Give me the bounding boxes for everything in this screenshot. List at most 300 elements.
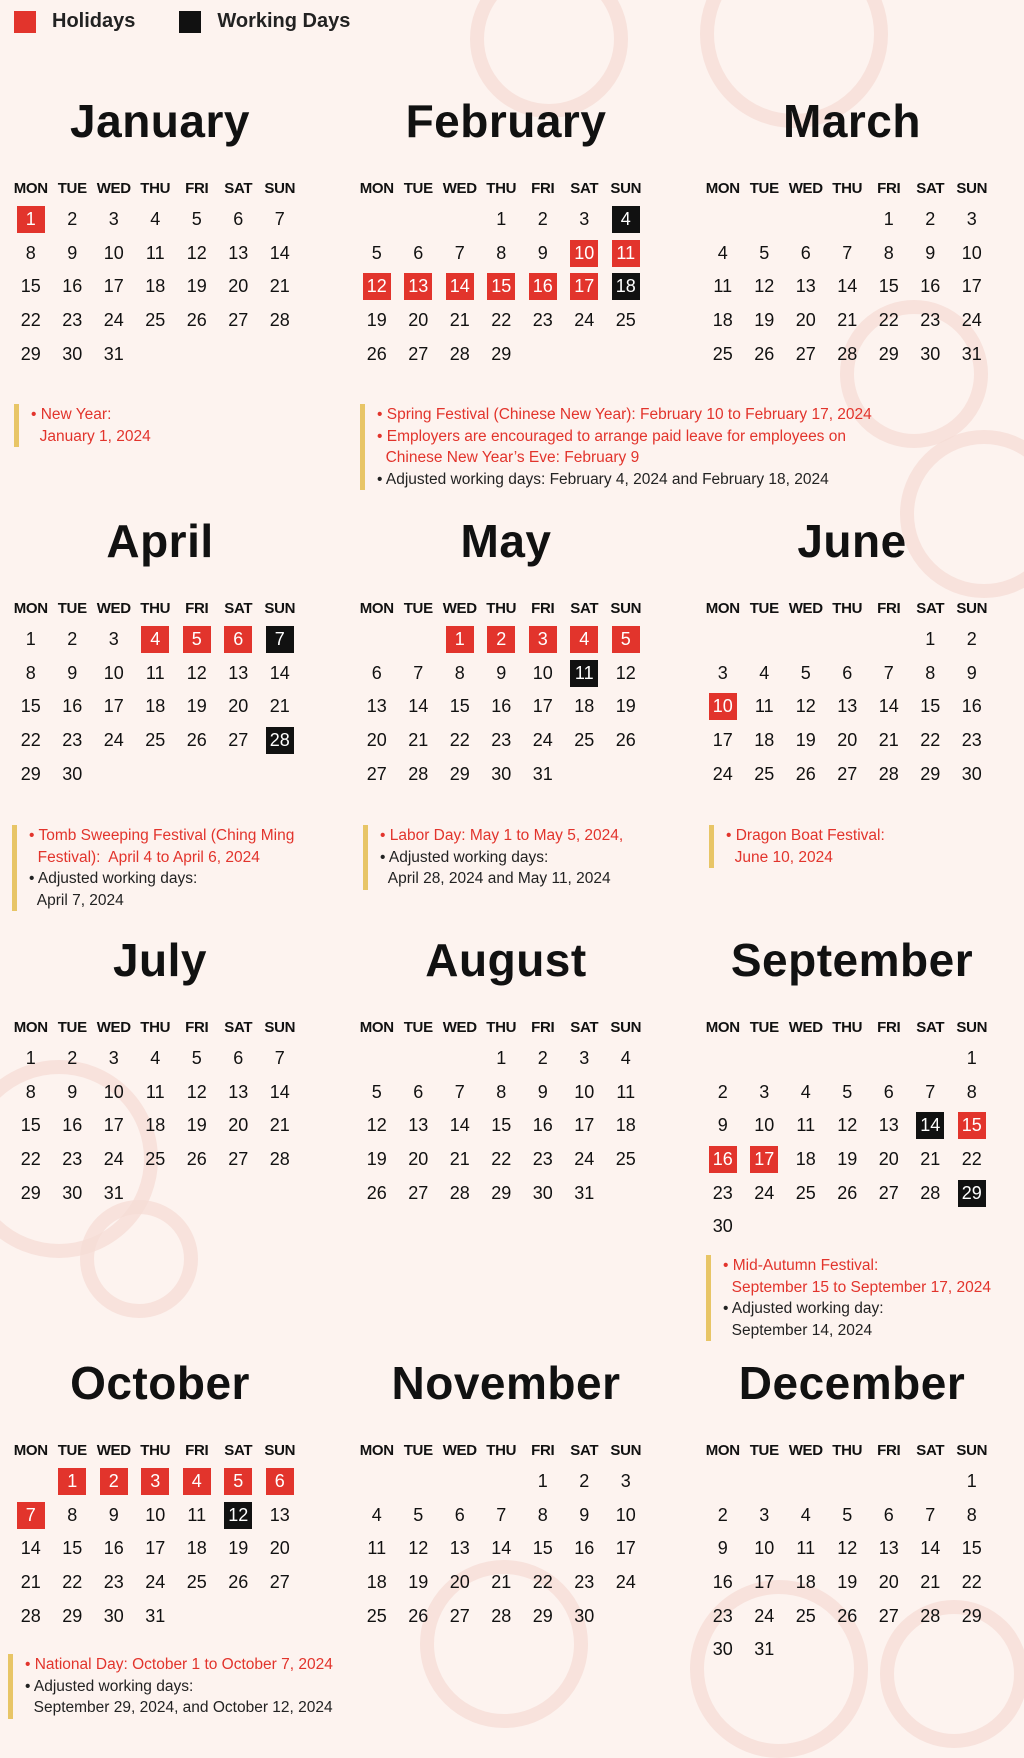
day-number: 18 <box>186 1538 207 1559</box>
day-cell <box>951 1566 993 1600</box>
note-line: • Employers are encouraged to arrange paid leave for employees on <box>377 427 846 445</box>
weekday-label: SUN <box>264 180 296 197</box>
day-cell <box>259 1566 301 1600</box>
holiday-day-cell <box>10 1499 52 1533</box>
day-cell <box>564 1599 606 1633</box>
month-november <box>356 1350 656 1633</box>
day-number: 27 <box>366 763 387 784</box>
day-cell <box>135 1599 177 1633</box>
day-number: 9 <box>925 242 936 263</box>
weekday-header <box>356 1019 656 1036</box>
day-cell <box>398 237 440 271</box>
day-cell <box>702 1566 744 1600</box>
day-number: 21 <box>491 1572 512 1593</box>
day-number: 17 <box>574 1115 595 1136</box>
day-number: 7 <box>883 662 894 683</box>
day-cell <box>10 690 52 724</box>
day-number: 25 <box>186 1572 207 1593</box>
day-cell <box>744 724 786 758</box>
day-number: 2 <box>966 629 977 650</box>
day-cell <box>218 1532 260 1566</box>
note-line: • Adjusted working days: <box>29 870 198 887</box>
day-number: 18 <box>795 1572 816 1593</box>
day-cell <box>702 1076 744 1110</box>
day-cell <box>176 690 218 724</box>
weekday-label: SUN <box>956 600 988 617</box>
holiday-day-cell <box>135 623 177 657</box>
empty-day-cell <box>827 203 869 237</box>
month-april <box>10 508 310 791</box>
day-number: 16 <box>62 696 83 717</box>
holiday-day-cell <box>564 270 606 304</box>
empty-day-cell <box>910 1042 952 1076</box>
day-number: 11 <box>367 1538 387 1559</box>
day-cell <box>910 724 952 758</box>
weekday-header <box>356 600 656 617</box>
days-grid <box>356 623 656 791</box>
day-number: 5 <box>191 209 202 230</box>
note-line: April 7, 2024 <box>29 891 124 909</box>
day-number: 23 <box>491 730 512 751</box>
day-cell <box>868 1143 910 1177</box>
day-cell <box>176 1076 218 1110</box>
month-march <box>702 88 1002 371</box>
weekday-label: FRI <box>185 1442 209 1459</box>
day-cell <box>868 1532 910 1566</box>
day-number: 7 <box>496 1504 507 1525</box>
day-number: 1 <box>966 1048 977 1069</box>
day-cell <box>785 724 827 758</box>
day-number: 27 <box>408 343 429 364</box>
day-number: 23 <box>574 1572 595 1593</box>
day-number: 27 <box>269 1572 290 1593</box>
day-cell <box>868 1499 910 1533</box>
day-number: 4 <box>150 1048 161 1069</box>
day-number: 21 <box>408 730 429 751</box>
day-cell <box>868 1599 910 1633</box>
weekday-label: WED <box>788 1019 823 1036</box>
day-number: 5 <box>612 626 640 653</box>
day-number: 12 <box>186 662 207 683</box>
day-number: 7 <box>266 626 294 653</box>
day-cell <box>259 304 301 338</box>
day-number: 13 <box>408 1115 429 1136</box>
day-cell <box>52 657 94 691</box>
day-number: 16 <box>62 276 83 297</box>
day-cell <box>218 203 260 237</box>
day-cell <box>398 690 440 724</box>
holiday-day-cell <box>481 623 523 657</box>
day-cell <box>868 237 910 271</box>
day-cell <box>398 1566 440 1600</box>
day-cell <box>564 1499 606 1533</box>
day-number: 28 <box>266 727 294 754</box>
day-number: 13 <box>404 273 432 300</box>
weekday-header <box>702 1019 1002 1036</box>
day-number: 13 <box>228 662 249 683</box>
day-cell <box>827 1076 869 1110</box>
day-number: 26 <box>186 310 207 331</box>
weekday-label: WED <box>442 1019 477 1036</box>
month-may <box>356 508 656 791</box>
weekday-label: TUE <box>749 1442 779 1459</box>
weekday-label: TUE <box>57 1019 87 1036</box>
note-line: Festival): April 4 to April 6, 2024 <box>29 848 260 866</box>
day-number: 7 <box>274 1048 285 1069</box>
day-cell <box>910 203 952 237</box>
day-cell <box>702 1499 744 1533</box>
day-cell <box>522 1042 564 1076</box>
day-number: 25 <box>795 1605 816 1626</box>
day-number: 17 <box>570 273 598 300</box>
day-cell <box>218 724 260 758</box>
day-number: 15 <box>62 1538 83 1559</box>
day-number: 27 <box>878 1605 899 1626</box>
day-cell <box>481 1042 523 1076</box>
day-number: 18 <box>145 1115 166 1136</box>
day-number: 10 <box>532 662 553 683</box>
day-cell <box>439 304 481 338</box>
empty-day-cell <box>868 1042 910 1076</box>
days-grid <box>10 1042 310 1210</box>
day-cell <box>827 1176 869 1210</box>
day-number: 18 <box>754 730 775 751</box>
day-cell <box>951 1532 993 1566</box>
day-number: 20 <box>837 730 858 751</box>
working-day-swatch-icon <box>179 11 201 33</box>
day-number: 20 <box>449 1572 470 1593</box>
day-number: 10 <box>570 240 598 267</box>
weekday-label: THU <box>832 1442 863 1459</box>
month-title: October <box>70 1357 250 1409</box>
day-cell <box>564 1076 606 1110</box>
empty-day-cell <box>785 623 827 657</box>
day-number: 14 <box>878 696 899 717</box>
weekday-label: THU <box>486 1019 517 1036</box>
day-cell <box>93 1042 135 1076</box>
day-number: 19 <box>615 696 636 717</box>
holiday-day-cell <box>702 690 744 724</box>
day-cell <box>10 1042 52 1076</box>
day-cell <box>481 304 523 338</box>
day-number: 22 <box>20 1149 41 1170</box>
empty-day-cell <box>868 1465 910 1499</box>
day-cell <box>785 1076 827 1110</box>
day-cell <box>785 757 827 791</box>
day-number: 6 <box>371 662 382 683</box>
day-cell <box>522 1532 564 1566</box>
days-grid <box>356 1465 656 1633</box>
day-number: 12 <box>837 1115 858 1136</box>
day-number: 31 <box>103 343 124 364</box>
day-cell <box>52 304 94 338</box>
day-cell <box>439 1599 481 1633</box>
day-number: 30 <box>62 1182 83 1203</box>
day-cell <box>176 1532 218 1566</box>
day-cell <box>259 690 301 724</box>
day-number: 8 <box>496 1081 507 1102</box>
day-cell <box>522 1143 564 1177</box>
weekday-header <box>10 1442 310 1459</box>
day-cell <box>398 337 440 371</box>
day-cell <box>951 657 993 691</box>
day-number: 8 <box>883 242 894 263</box>
day-cell <box>564 1532 606 1566</box>
day-cell <box>10 337 52 371</box>
day-cell <box>522 724 564 758</box>
day-number: 7 <box>925 1081 936 1102</box>
day-number: 10 <box>709 693 737 720</box>
day-number: 4 <box>620 1048 631 1069</box>
day-number: 21 <box>449 310 470 331</box>
empty-day-cell <box>398 623 440 657</box>
day-cell <box>827 270 869 304</box>
day-number: 17 <box>103 1115 124 1136</box>
day-cell <box>564 203 606 237</box>
day-cell <box>176 237 218 271</box>
day-cell <box>10 724 52 758</box>
weekday-label: TUE <box>749 1019 779 1036</box>
day-number: 20 <box>366 730 387 751</box>
month-july <box>10 927 310 1210</box>
day-cell <box>910 657 952 691</box>
day-cell <box>135 1042 177 1076</box>
day-cell <box>52 1499 94 1533</box>
day-cell <box>439 757 481 791</box>
day-number: 26 <box>615 730 636 751</box>
day-number: 5 <box>371 1081 382 1102</box>
day-cell <box>605 724 647 758</box>
weekday-label: FRI <box>877 1442 901 1459</box>
day-cell <box>522 1076 564 1110</box>
day-number: 20 <box>878 1149 899 1170</box>
day-number: 14 <box>269 1081 290 1102</box>
month-june <box>702 508 1002 791</box>
day-cell <box>827 724 869 758</box>
day-number: 14 <box>916 1112 944 1139</box>
holiday-day-cell <box>564 623 606 657</box>
day-number: 26 <box>366 1182 387 1203</box>
weekday-label: SUN <box>610 1019 642 1036</box>
day-number: 27 <box>228 730 249 751</box>
day-number: 13 <box>878 1538 899 1559</box>
empty-day-cell <box>827 623 869 657</box>
day-number: 30 <box>574 1605 595 1626</box>
day-number: 4 <box>759 662 770 683</box>
day-cell <box>702 1532 744 1566</box>
background-swirl <box>80 1200 198 1318</box>
day-number: 26 <box>186 1149 207 1170</box>
day-number: 14 <box>408 696 429 717</box>
day-cell <box>951 1599 993 1633</box>
day-cell <box>176 1499 218 1533</box>
day-number: 26 <box>795 763 816 784</box>
day-cell <box>744 657 786 691</box>
day-cell <box>135 1109 177 1143</box>
day-cell <box>439 1076 481 1110</box>
day-cell <box>93 1499 135 1533</box>
month-title: November <box>391 1357 621 1409</box>
holiday-swatch-icon <box>14 11 36 33</box>
day-cell <box>52 270 94 304</box>
weekday-header <box>702 600 1002 617</box>
empty-day-cell <box>439 1042 481 1076</box>
weekday-label: THU <box>486 1442 517 1459</box>
day-number: 5 <box>191 1048 202 1069</box>
weekday-label: SUN <box>956 1442 988 1459</box>
day-cell <box>522 757 564 791</box>
day-cell <box>356 1076 398 1110</box>
day-number: 30 <box>62 763 83 784</box>
weekday-label: SAT <box>224 1019 253 1036</box>
day-cell <box>93 1532 135 1566</box>
working-day-cell <box>910 1109 952 1143</box>
day-number: 25 <box>145 1149 166 1170</box>
holiday-day-cell <box>218 623 260 657</box>
day-number: 14 <box>20 1538 41 1559</box>
day-cell <box>176 724 218 758</box>
day-number: 14 <box>269 662 290 683</box>
weekday-label: THU <box>486 600 517 617</box>
day-number: 27 <box>228 1149 249 1170</box>
day-cell <box>259 237 301 271</box>
day-number: 30 <box>62 343 83 364</box>
day-number: 15 <box>920 696 941 717</box>
weekday-label: FRI <box>531 600 555 617</box>
day-number: 29 <box>20 763 41 784</box>
day-cell <box>52 1143 94 1177</box>
day-number: 29 <box>920 763 941 784</box>
day-cell <box>135 1076 177 1110</box>
day-cell <box>951 690 993 724</box>
day-cell <box>356 690 398 724</box>
day-cell <box>702 1210 744 1244</box>
day-cell <box>827 1143 869 1177</box>
day-cell <box>951 1076 993 1110</box>
day-number: 18 <box>145 696 166 717</box>
day-cell <box>564 304 606 338</box>
day-number: 24 <box>574 1149 595 1170</box>
day-cell <box>951 203 993 237</box>
day-number: 29 <box>878 343 899 364</box>
weekday-label: MON <box>13 180 48 197</box>
weekday-label: TUE <box>403 180 433 197</box>
day-number: 13 <box>366 696 387 717</box>
day-cell <box>52 203 94 237</box>
empty-day-cell <box>356 203 398 237</box>
day-number: 11 <box>145 1081 165 1102</box>
day-cell <box>951 237 993 271</box>
day-cell <box>439 337 481 371</box>
day-cell <box>702 657 744 691</box>
month-title: June <box>797 515 907 567</box>
day-number: 18 <box>366 1572 387 1593</box>
day-cell <box>218 657 260 691</box>
weekday-label: SAT <box>570 1019 599 1036</box>
day-number: 19 <box>754 310 775 331</box>
day-cell <box>951 1042 993 1076</box>
day-number: 1 <box>537 1471 548 1492</box>
day-number: 9 <box>108 1504 119 1525</box>
holiday-day-cell <box>605 237 647 271</box>
day-cell <box>10 1076 52 1110</box>
day-number: 25 <box>754 763 775 784</box>
day-number: 10 <box>754 1538 775 1559</box>
day-cell <box>744 1566 786 1600</box>
day-number: 27 <box>228 310 249 331</box>
day-number: 22 <box>532 1572 553 1593</box>
day-number: 4 <box>371 1504 382 1525</box>
day-number: 27 <box>837 763 858 784</box>
day-number: 17 <box>615 1538 636 1559</box>
day-cell <box>135 270 177 304</box>
day-number: 19 <box>186 696 207 717</box>
day-number: 24 <box>961 310 982 331</box>
day-cell <box>135 1566 177 1600</box>
day-cell <box>93 304 135 338</box>
note-line: • Mid-Autumn Festival: <box>723 1257 879 1274</box>
day-number: 10 <box>574 1081 595 1102</box>
day-cell <box>481 1109 523 1143</box>
day-cell <box>176 203 218 237</box>
day-cell <box>398 1076 440 1110</box>
day-number: 3 <box>108 629 119 650</box>
day-cell <box>702 1599 744 1633</box>
day-number: 12 <box>186 1081 207 1102</box>
day-cell <box>356 1566 398 1600</box>
day-number: 2 <box>717 1504 728 1525</box>
day-cell <box>910 757 952 791</box>
day-number: 26 <box>754 343 775 364</box>
day-number: 14 <box>449 1115 470 1136</box>
day-number: 17 <box>750 1146 778 1173</box>
day-number: 21 <box>269 696 290 717</box>
legend-label: Working Days <box>217 10 351 32</box>
day-cell <box>439 1143 481 1177</box>
empty-day-cell <box>785 1465 827 1499</box>
day-number: 21 <box>269 276 290 297</box>
day-number: 23 <box>62 1149 83 1170</box>
day-cell <box>785 1566 827 1600</box>
day-number: 10 <box>103 662 124 683</box>
note-february <box>360 404 1017 490</box>
days-grid <box>702 1465 1002 1667</box>
day-number: 29 <box>20 1182 41 1203</box>
day-cell <box>910 1499 952 1533</box>
day-number: 23 <box>62 310 83 331</box>
month-title: May <box>460 515 552 567</box>
day-cell <box>744 237 786 271</box>
day-cell <box>868 337 910 371</box>
day-number: 8 <box>25 662 36 683</box>
weekday-label: WED <box>96 1442 131 1459</box>
day-cell <box>744 1532 786 1566</box>
holiday-day-cell <box>744 1143 786 1177</box>
weekday-label: WED <box>788 600 823 617</box>
day-cell <box>605 1532 647 1566</box>
day-number: 5 <box>800 662 811 683</box>
days-grid <box>702 203 1002 371</box>
day-cell <box>564 1042 606 1076</box>
day-cell <box>702 337 744 371</box>
day-cell <box>827 1109 869 1143</box>
day-number: 22 <box>449 730 470 751</box>
day-number: 2 <box>717 1081 728 1102</box>
day-cell <box>176 657 218 691</box>
day-cell <box>744 1176 786 1210</box>
day-number: 28 <box>449 343 470 364</box>
day-cell <box>564 724 606 758</box>
